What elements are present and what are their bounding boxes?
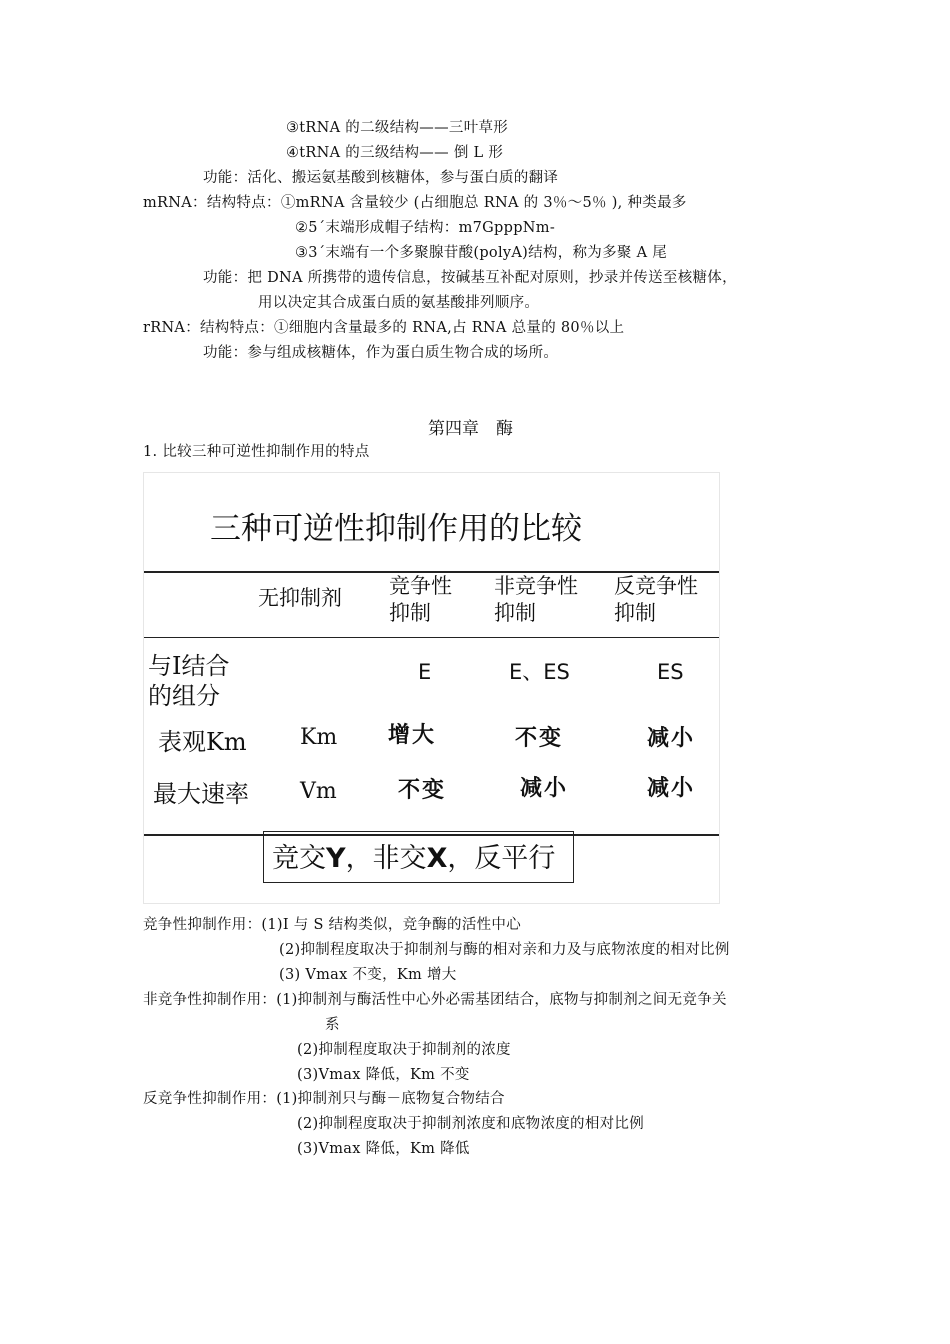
row-km-label: 表观Km (158, 728, 247, 756)
row-km-competitive: 增大 (388, 723, 437, 748)
rrna-structure: rRNA：结构特点：①细胞内含量最多的 RNA,占 RNA 总量的 80％以上 (143, 320, 625, 336)
row-binding-competitive: E (418, 660, 432, 684)
rrna-function: 功能：参与组成核糖体，作为蛋白质生物合成的场所。 (203, 345, 559, 361)
mnemonic-text (272, 836, 555, 875)
noncompetitive-point-1: 非竞争性抑制作用：(1)抑制剂与酶活性中心外必需基团结合，底物与抑制剂之间无竞争关 (143, 992, 727, 1008)
row-vmax-noncompetitive: 减小 (520, 776, 569, 801)
mrna-function-cont: 用以决定其合成蛋白质的氨基酸排列顺序。 (258, 295, 540, 311)
noncompetitive-point-1-cont: 系 (325, 1017, 340, 1033)
header-noncompetitive: 非竞争性 抑制 (494, 574, 578, 625)
mnemonic-part: ，反平行 (447, 843, 556, 874)
header-competitive: 竞争性 抑制 (389, 574, 452, 625)
comparison-slide (143, 472, 720, 904)
mnemonic-part: 竞交 (272, 843, 326, 874)
row-vmax-competitive: 不变 (398, 778, 447, 803)
mnemonic-y: Y (326, 843, 346, 874)
mrna-structure: mRNA：结构特点：①mRNA 含量较少 (占细胞总 RNA 的 3％～5％ ), 种类最多 (143, 195, 687, 211)
row-binding-uncompetitive: ES (657, 660, 684, 684)
row-binding-label: 与I结合 的组分 (148, 652, 230, 710)
uncompetitive-point-1: 反竞争性抑制作用：(1)抑制剂只与酶－底物复合物结合 (143, 1091, 505, 1107)
row-vmax-label: 最大速率 (153, 780, 249, 808)
row-vmax-uncompetitive: 减小 (647, 776, 696, 801)
mrna-polya: ③3΄末端有一个多聚腺苷酸(polyA)结构，称为多聚 A 尾 (295, 245, 668, 261)
question-title: 1. 比较三种可逆性抑制作用的特点 (143, 444, 370, 460)
uncompetitive-point-3: (3)Vmax 降低，Km 降低 (297, 1141, 470, 1157)
trna-tertiary-structure: ④tRNA 的三级结构—— 倒 L 形 (286, 145, 504, 161)
competitive-point-1: 竞争性抑制作用：(1)I 与 S 结构类似，竞争酶的活性中心 (143, 917, 522, 933)
noncompetitive-point-3: (3)Vmax 降低，Km 不变 (297, 1067, 470, 1083)
row-km-uncompetitive: 减小 (647, 726, 696, 751)
noncompetitive-point-2: (2)抑制程度取决于抑制剂的浓度 (297, 1042, 511, 1058)
header-rule (144, 637, 719, 638)
mrna-function: 功能：把 DNA 所携带的遗传信息，按碱基互补配对原则，抄录并传送至核糖体， (203, 270, 737, 286)
chapter-title: 第四章 酶 (428, 419, 513, 439)
mrna-cap: ②5΄末端形成帽子结构：m7GpppNm- (295, 220, 556, 236)
mnemonic-x: X (426, 843, 448, 874)
header-uncompetitive: 反竞争性 抑制 (614, 574, 698, 625)
row-vmax-none: Vm (300, 779, 337, 804)
trna-function: 功能：活化、搬运氨基酸到核糖体，参与蛋白质的翻译 (203, 170, 559, 186)
row-binding-noncompetitive: E、ES (509, 660, 570, 684)
trna-secondary-structure: ③tRNA 的二级结构——三叶草形 (286, 120, 509, 136)
mnemonic-box (263, 831, 574, 883)
mnemonic-part: ，非交 (345, 843, 427, 874)
competitive-point-3: (3) Vmax 不变，Km 增大 (279, 967, 457, 983)
uncompetitive-point-2: (2)抑制程度取决于抑制剂浓度和底物浓度的相对比例 (297, 1116, 645, 1132)
competitive-point-2: (2)抑制程度取决于抑制剂与酶的相对亲和力及与底物浓度的相对比例 (279, 942, 730, 958)
header-no-inhibitor: 无抑制剂 (258, 586, 342, 610)
slide-title: 三种可逆性抑制作用的比较 (210, 511, 582, 547)
row-km-none: Km (300, 725, 338, 750)
row-km-noncompetitive: 不变 (515, 726, 564, 751)
